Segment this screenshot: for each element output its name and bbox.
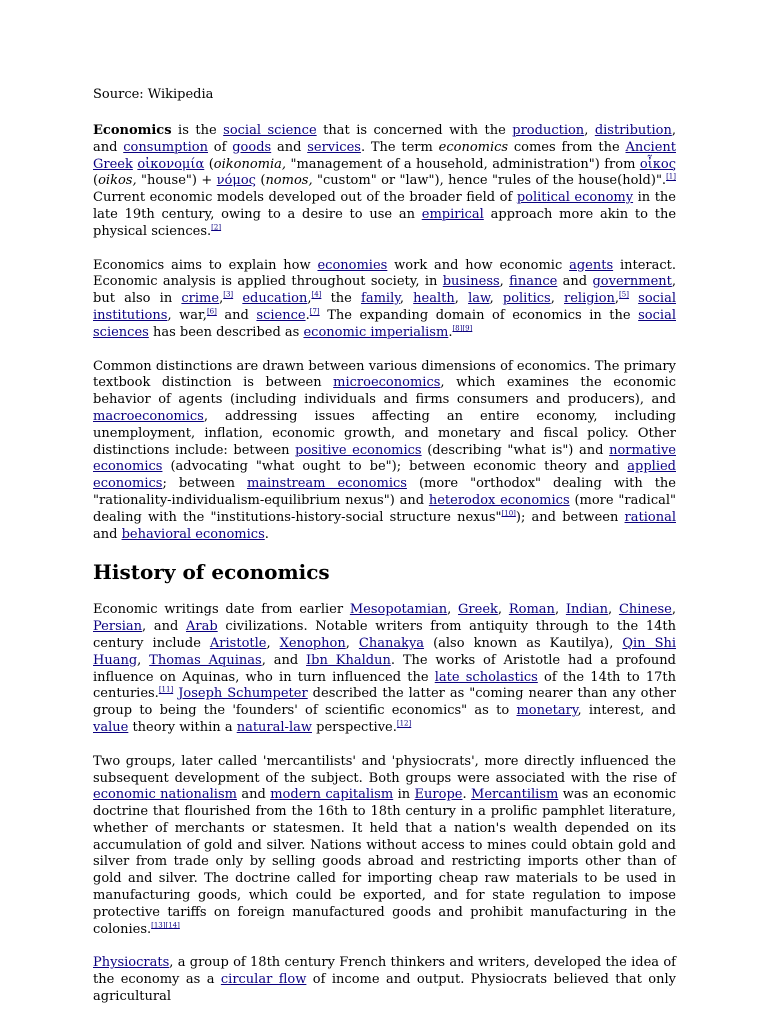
text-run: , (345, 635, 359, 651)
text-run: , and (93, 123, 676, 155)
text-run: was an economic doctrine that flourished from the 16th to 18th century in a prolific pamphlet literature, whether of merchants or statesmen. It held that a nation's wealth depended on its accumulation of gold and silver. Nations without access to mines could obtain gold and silver from trade only by selling goods abroad and restricting imports other than of gold and silver. The doctrine called for importing cheap raw materials to be used in manufacturing goods, which could be exported, and for state regulation to impose protective tariffs on foreign manufactured goods and prohibit manufacturing in the colonies. (93, 787, 677, 937)
text-run: and (236, 787, 271, 803)
text-run: . The works of Aristotle had a profound influence on Aquinas, who in turn influenced the (93, 652, 676, 685)
article-link[interactable]: Arab (185, 619, 218, 635)
text-run: and (93, 526, 122, 542)
text-run: , (307, 291, 312, 307)
text-run: , (137, 652, 150, 668)
citation-ref (159, 686, 173, 694)
text-run: and (271, 139, 308, 155)
text-run: has been described as (148, 324, 304, 340)
article-link[interactable]: production (512, 123, 585, 138)
text-run: . (448, 324, 453, 340)
article-link[interactable]: modern capitalism (270, 787, 394, 803)
citation-link[interactable]: [14] (165, 921, 180, 930)
text-run: , (614, 291, 620, 307)
article-link[interactable]: politics (502, 291, 551, 307)
article-link[interactable]: social institutions (93, 291, 677, 323)
article-link[interactable]: applied economics (93, 459, 676, 492)
citation-link[interactable]: [6] (206, 307, 217, 316)
citation-ref (151, 921, 165, 929)
text-run: civilizations. Notable writers from antiquity through to the 14th century include (93, 619, 677, 651)
citation-ref (452, 324, 462, 332)
article-link[interactable]: νόμος (216, 173, 256, 189)
text-run: and (216, 307, 257, 323)
text-run: (more "orthodox" dealing with the "rationality-individualism-equilibrium nexus") and (93, 476, 676, 508)
article-link[interactable]: social sciences (93, 307, 676, 340)
text-run: . (264, 526, 269, 542)
text-run: , (454, 291, 469, 307)
text-run: , addressing issues affecting an entire economy, including unemployment, inflation, economic growth, and monetary and fiscal policy. Other distinctions include: between (93, 408, 676, 458)
text-run: described the latter as "coming nearer than any other group to being the 'founders' of scientific economics" as to (93, 686, 676, 719)
text-run: , but also in (93, 274, 676, 307)
text-run: ( (204, 156, 214, 172)
italic-term: economics (438, 139, 509, 155)
text-run: comes from the (508, 139, 626, 155)
text-run: , (489, 291, 503, 307)
text-run: interact. Economic analysis is applied throughout society, in (93, 257, 677, 290)
article-link[interactable]: Ancient Greek (93, 139, 676, 172)
text-run: , (447, 602, 459, 618)
text-run: in the late 19th century, owing to a desire to use an (93, 190, 676, 222)
text-run: Economics aims to explain how (93, 257, 318, 273)
text-run: , (399, 291, 414, 307)
text-run: of income and output. Physiocrats believed that only agricultural (93, 972, 676, 1005)
section-heading: History of economics (93, 560, 330, 585)
article-link[interactable]: services (307, 139, 361, 155)
citation-link[interactable]: [1] (666, 173, 676, 182)
article-link[interactable]: economies (317, 257, 388, 273)
article-link[interactable]: positive economics (295, 442, 422, 458)
text-run: that is concerned with the (316, 123, 513, 138)
article-link[interactable]: behavioral economics (121, 526, 265, 542)
citation-link[interactable]: [2] (211, 223, 222, 232)
text-run: of the 14th to 17th centuries. (93, 669, 676, 702)
article-link[interactable]: religion (564, 291, 615, 307)
text-run: , (499, 274, 510, 290)
paragraph (93, 123, 676, 241)
text-run: is the (171, 123, 224, 138)
article-link[interactable]: οἰκονομία (137, 156, 205, 172)
article-link[interactable]: law (468, 291, 490, 307)
article-link[interactable]: macroeconomics (93, 408, 204, 424)
article-link[interactable]: Indian (565, 602, 608, 618)
text-run: , (219, 291, 224, 307)
text-run: theory within a (128, 719, 237, 735)
article-link[interactable]: Physiocrats (93, 955, 170, 971)
paragraph (93, 754, 676, 939)
article-link[interactable]: Aristotle (209, 635, 267, 651)
text-run: the (321, 291, 362, 307)
article-link[interactable]: Europe (414, 787, 463, 803)
article-link[interactable]: empirical (421, 206, 484, 222)
citation-ref (166, 921, 180, 929)
text-run: perspective. (311, 719, 397, 735)
article-link[interactable]: social science (223, 123, 317, 138)
paragraph (93, 602, 676, 736)
text-run: , interest, and (577, 703, 676, 719)
article-link[interactable]: normative economics (93, 442, 676, 475)
article-link[interactable]: mainstream economics (246, 476, 407, 492)
text-run: , (550, 291, 564, 307)
citation-link[interactable]: [12] (396, 719, 412, 728)
article-link[interactable]: Qin Shi Huang (93, 635, 677, 668)
article-link[interactable]: Joseph Schumpeter (178, 686, 308, 702)
text-run: ); and between (515, 509, 625, 525)
article-link[interactable]: crime (181, 291, 220, 307)
text-run: "house") + (136, 173, 217, 189)
article-link[interactable]: government (592, 274, 672, 290)
article-link[interactable]: Ibn Khaldun (306, 652, 391, 668)
text-run: , (497, 602, 509, 618)
article-link[interactable]: Mercantilism (471, 787, 559, 803)
article-link[interactable]: goods (232, 139, 272, 155)
article-link[interactable]: consumption (123, 139, 208, 155)
citation-link[interactable]: [7] (309, 307, 320, 316)
article-link[interactable]: political economy (516, 190, 634, 206)
italic-term: oikos, (98, 173, 137, 189)
text-run: , and (142, 619, 186, 635)
text-run: , (608, 602, 619, 618)
article-link[interactable]: economic nationalism (93, 787, 237, 803)
text-run: (advocating "what ought to be"); between economic theory and (162, 459, 628, 475)
article-link[interactable]: agents (569, 257, 614, 273)
citation-link[interactable]: [13] (151, 921, 166, 930)
article-link[interactable]: natural-law (236, 719, 312, 735)
text-run: of (208, 139, 233, 155)
article-link[interactable]: Chinese (618, 602, 672, 618)
text-run: (more "radical" dealing with the "institutions-history-social structure nexus" (93, 492, 676, 525)
text-run: The expanding domain of economics in the (319, 307, 639, 323)
italic-term: oikonomia, (213, 156, 287, 172)
text-run: Common distinctions are drawn between various dimensions of economics. The primary textbook distinction is between (93, 358, 676, 391)
text-run: approach more akin to the physical sciences. (93, 206, 677, 239)
article-link[interactable]: distribution (594, 123, 672, 138)
citation-ref (207, 308, 217, 316)
text-run: . The term (360, 139, 439, 155)
text-run: Economic writings date from earlier (93, 602, 350, 618)
article-link[interactable]: Greek (458, 602, 498, 618)
article-link[interactable]: heterodox economics (428, 492, 570, 508)
text-run: ( (255, 173, 266, 189)
text-run (629, 291, 638, 306)
article-link[interactable]: Xenophon (279, 635, 346, 651)
italic-term: nomos, (265, 173, 313, 189)
citation-ref (311, 291, 321, 299)
article-link[interactable]: Roman (508, 602, 555, 618)
citation-link[interactable]: [10] (501, 509, 516, 518)
article-link[interactable]: rational (624, 509, 676, 525)
article-link[interactable]: science (256, 307, 306, 323)
text-run: (describing "what is") and (421, 442, 610, 458)
article-link[interactable]: education (242, 291, 308, 307)
bold-term: Economics (93, 123, 172, 138)
article-body (93, 123, 676, 1006)
article-link[interactable]: health (413, 291, 455, 307)
citation-ref (223, 291, 233, 299)
text-run: , which examines the economic behavior of agents (including individuals and firms consumers and producers), and (93, 375, 677, 408)
article-link[interactable]: value (93, 719, 129, 735)
article-link[interactable]: circular flow (220, 972, 307, 988)
citation-ref (310, 308, 320, 316)
paragraph (93, 359, 676, 544)
text-run: Current economic models developed out of the broader field of (93, 190, 517, 206)
text-run: , (554, 602, 566, 618)
citation-ref (666, 173, 676, 181)
citation-ref (502, 509, 516, 517)
text-run: and (557, 274, 593, 290)
text-run: , (266, 635, 280, 651)
article-link[interactable]: business (442, 274, 500, 290)
citation-ref (211, 223, 221, 231)
article-link[interactable]: Thomas Aquinas (149, 652, 262, 668)
citation-link[interactable]: [3] (223, 290, 234, 299)
text-run: , and (261, 652, 307, 668)
article-link[interactable]: οἶκος (639, 156, 676, 172)
paragraph (93, 258, 676, 342)
article-link[interactable]: economic imperialism (303, 324, 449, 340)
text-run: . (305, 307, 310, 323)
citation-link[interactable]: [9] (462, 324, 473, 333)
text-run: work and how economic (387, 257, 570, 273)
text-run: "management of a household, administration") from (286, 156, 640, 172)
article-link[interactable]: Mesopotamian (349, 602, 448, 618)
article-link[interactable]: microeconomics (333, 375, 441, 391)
article-link[interactable]: monetary (516, 703, 578, 719)
text-run: , a group of 18th century French thinkers and writers, developed the idea of the economy as a (93, 955, 676, 988)
citation-ref (462, 324, 472, 332)
text-run: in (393, 787, 415, 803)
text-run: "custom" or "law"), hence "rules of the house(hold)". (312, 173, 667, 189)
text-run (233, 291, 242, 306)
citation-link[interactable]: [4] (311, 290, 322, 299)
source-line: Source: Wikipedia (93, 87, 214, 102)
article-link[interactable]: family (361, 291, 400, 307)
text-run: ; between (162, 476, 247, 492)
paragraph (93, 955, 676, 1005)
article-link[interactable]: finance (509, 274, 558, 290)
citation-link[interactable]: [8] (452, 324, 463, 333)
text-run: , war, (167, 307, 207, 323)
citation-link[interactable]: [11] (158, 685, 174, 694)
citation-link[interactable]: [5] (619, 290, 629, 299)
text-run: . (462, 787, 472, 803)
citation-ref (397, 720, 411, 728)
article-link[interactable]: late scholastics (434, 669, 538, 685)
text-run: ( (93, 173, 99, 189)
citation-ref (619, 291, 629, 299)
text-run: Two groups, later called 'mercantilists' and 'physiocrats', more directly influenced the subsequent development of the subject. Both groups were associated with the rise of (93, 753, 676, 786)
text-run: , (584, 123, 595, 138)
text-run: , (671, 602, 676, 618)
text-run: (also known as Kautilya), (424, 635, 623, 651)
article-link[interactable]: Chanakya (358, 635, 425, 651)
article-link[interactable]: Persian (93, 619, 143, 635)
